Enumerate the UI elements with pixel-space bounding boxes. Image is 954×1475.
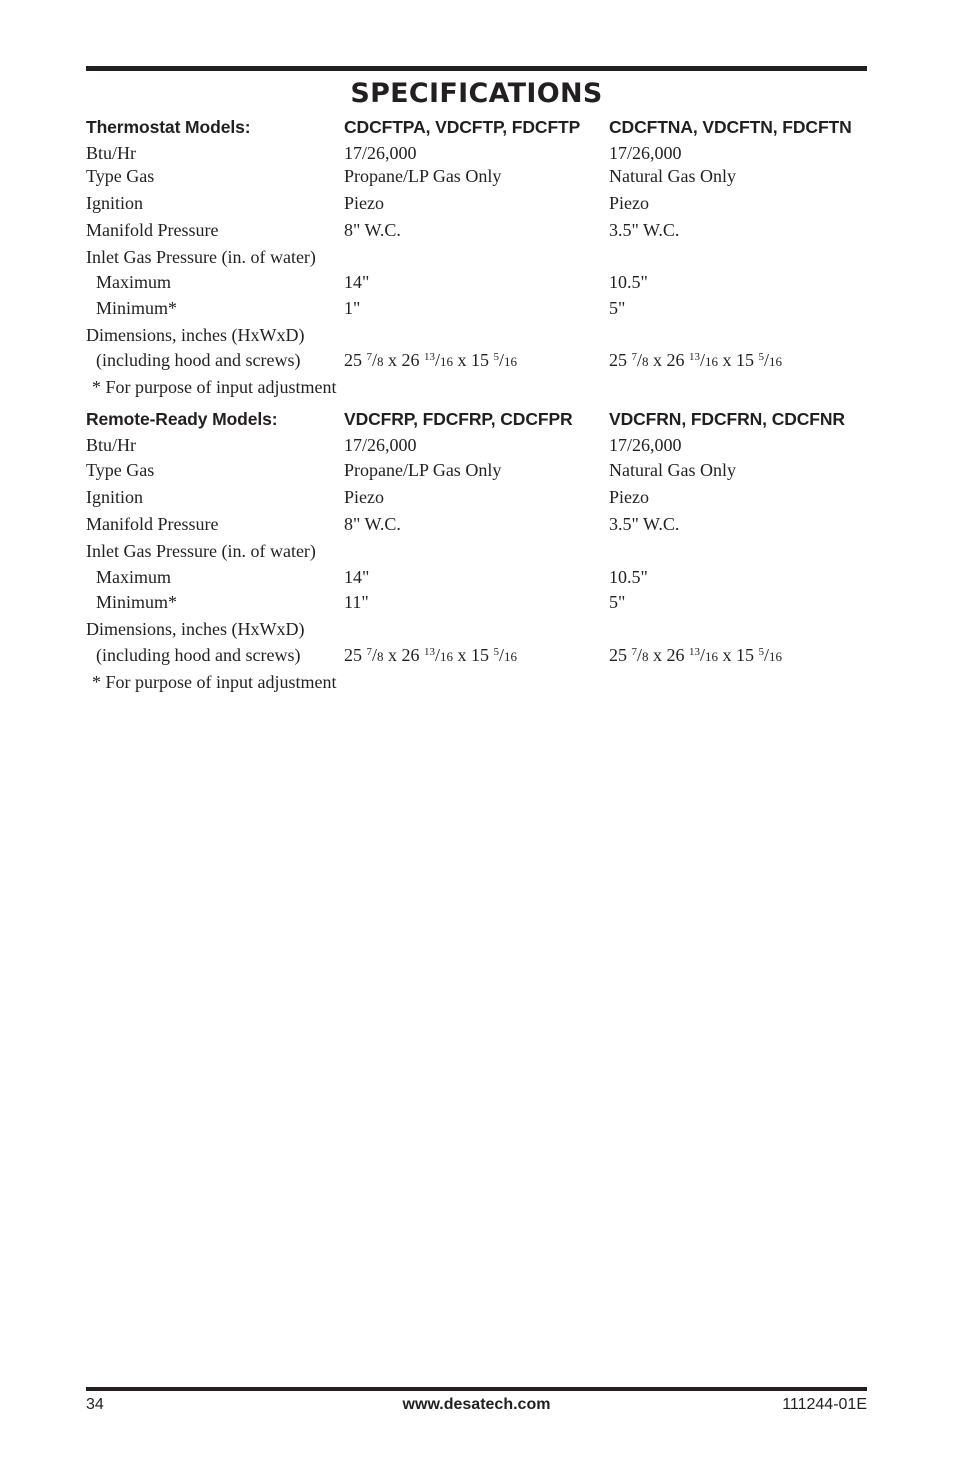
page-title: SPECIFICATIONS (350, 78, 603, 109)
spec-label: Maximum (96, 566, 171, 587)
spec-value-a: 14" (344, 272, 370, 292)
spec-label: Ignition (86, 192, 143, 213)
spec-label: Type Gas (86, 460, 155, 480)
specs-section-thermostat (86, 116, 886, 402)
spec-row-ignition (86, 192, 886, 219)
spec-value-b: 3.5" W.C. (609, 219, 680, 240)
spec-row-inlet-minimum (86, 297, 886, 324)
spec-value-b: 10.5" (609, 272, 648, 292)
spec-label: Minimum* (96, 297, 178, 318)
spec-label: Minimum* (96, 592, 178, 612)
spec-value-b: 10.5" (609, 566, 648, 587)
spec-row-manifold-pressure (86, 513, 886, 540)
spec-label: Manifold Pressure (86, 219, 219, 240)
footnote: * For purpose of input adjustment (92, 377, 337, 397)
spec-row-inlet-pressure (86, 246, 886, 272)
footnote: * For purpose of input adjustment (92, 671, 337, 692)
spec-value-a: Propane/LP Gas Only (344, 165, 502, 186)
spec-row-btu (86, 142, 886, 165)
footnote-row (86, 376, 886, 402)
dimension-value-a: 25 $^7$/8 x 26 $^{13}$/16 x 15 $^5$/16 (344, 644, 518, 665)
spec-row-inlet-pressure (86, 540, 886, 566)
section-header-row (86, 116, 886, 142)
model-column-a: CDCFTPA, VDCFTP, FDCFTP (344, 117, 581, 137)
spec-label: Btu/Hr (86, 142, 137, 163)
spec-label: (including hood and screws) (96, 350, 301, 370)
spec-label: Inlet Gas Pressure (in. of water) (86, 541, 316, 561)
spec-value-a: 11" (344, 592, 369, 612)
spec-value-b: Piezo (609, 487, 649, 507)
spec-row-btu (86, 434, 886, 460)
spec-row-dimensions-values (86, 349, 886, 376)
spec-value-a: Piezo (344, 192, 384, 213)
spec-label: Dimensions, inches (HxWxD) (86, 619, 305, 639)
page-number: 34 (86, 1396, 104, 1413)
spec-label: Inlet Gas Pressure (in. of water) (86, 246, 316, 267)
bottom-rule (86, 1387, 867, 1391)
spec-row-dimensions (86, 324, 886, 350)
dimension-value-b: 25 $^7$/8 x 26 $^{13}$/16 x 15 $^5$/16 (609, 644, 783, 665)
spec-value-a: 14" (344, 566, 370, 587)
dimension-value-a: 25 $^7$/8 x 26 $^{13}$/16 x 15 $^5$/16 (344, 350, 518, 370)
spec-value-b: 5" (609, 592, 626, 612)
specs-section-remote-ready (86, 408, 886, 696)
spec-value-a: Piezo (344, 487, 384, 507)
section-heading: Thermostat Models: (86, 117, 251, 137)
spec-row-dimensions (86, 618, 886, 644)
spec-value-b: 17/26,000 (609, 434, 682, 455)
dimension-value-b: 25 $^7$/8 x 26 $^{13}$/16 x 15 $^5$/16 (609, 350, 783, 370)
spec-value-a: Propane/LP Gas Only (344, 460, 502, 480)
spec-row-gas-type (86, 459, 886, 486)
spec-label: (including hood and screws) (96, 644, 301, 665)
model-column-b: VDCFRN, FDCFRN, CDCFNR (609, 409, 845, 429)
spec-value-a: 1" (344, 297, 361, 318)
spec-value-b: 17/26,000 (609, 142, 682, 163)
spec-value-a: 8" W.C. (344, 514, 401, 534)
spec-row-inlet-maximum (86, 566, 886, 592)
spec-row-gas-type (86, 165, 886, 192)
spec-value-b: Natural Gas Only (609, 460, 736, 480)
spec-value-a: 17/26,000 (344, 142, 417, 163)
spec-value-b: Natural Gas Only (609, 165, 736, 186)
model-column-b: CDCFTNA, VDCFTN, FDCFTN (609, 117, 852, 137)
section-heading: Remote-Ready Models: (86, 409, 278, 429)
spec-label: Type Gas (86, 165, 155, 186)
spec-value-b: 5" (609, 297, 626, 318)
spec-row-inlet-minimum (86, 591, 886, 618)
section-header-row (86, 408, 886, 434)
spec-row-inlet-maximum (86, 271, 886, 297)
spec-row-manifold-pressure (86, 219, 886, 246)
spec-value-b: Piezo (609, 192, 649, 213)
spec-row-dimensions-values (86, 644, 886, 671)
spec-label: Btu/Hr (86, 434, 137, 455)
footnote-row (86, 671, 886, 697)
spec-label: Dimensions, inches (HxWxD) (86, 324, 305, 345)
spec-label: Maximum (96, 272, 171, 292)
spec-value-b: 3.5" W.C. (609, 514, 680, 534)
spec-row-ignition (86, 486, 886, 513)
website-url: www.desatech.com (402, 1396, 551, 1413)
spec-value-a: 8" W.C. (344, 219, 401, 240)
model-column-a: VDCFRP, FDCFRP, CDCFPR (344, 409, 573, 429)
top-rule (86, 66, 867, 71)
spec-label: Manifold Pressure (86, 514, 219, 534)
spec-value-a: 17/26,000 (344, 434, 417, 455)
spec-label: Ignition (86, 487, 143, 507)
document-number: 111244-01E (782, 1396, 867, 1413)
